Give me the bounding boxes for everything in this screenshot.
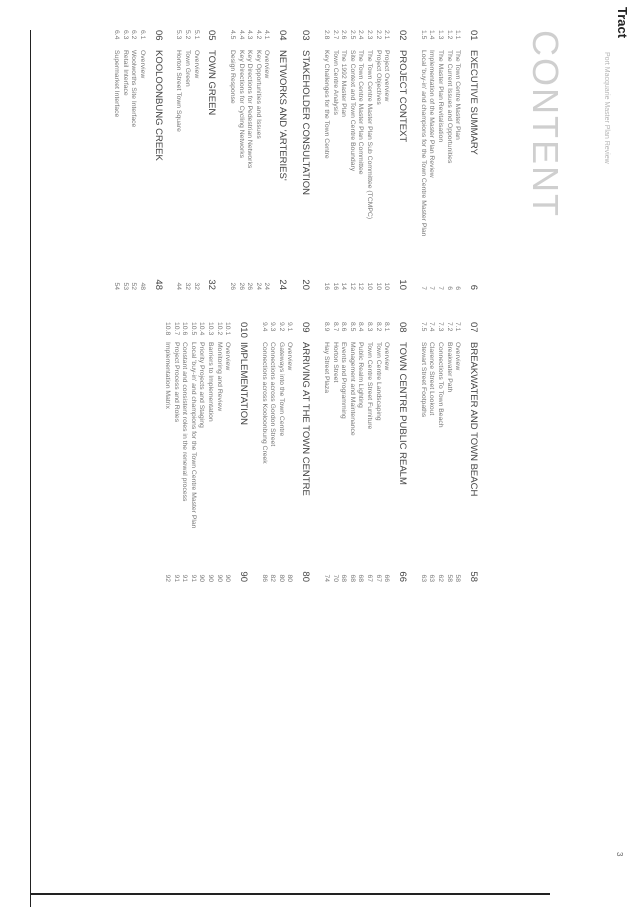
entry-page: 10	[383, 282, 391, 290]
entry-number: 4.3	[246, 30, 254, 40]
entry-title: Local 'buy-in' and champions for the Town Centre Master Plan	[189, 342, 197, 529]
entry-title: Connections across Gordon Street	[269, 342, 277, 447]
toc-entry[interactable]	[428, 322, 437, 582]
entry-number: 4.2	[254, 30, 262, 40]
entry-page: 91	[181, 574, 189, 582]
toc-section-heading[interactable]	[237, 322, 250, 582]
toc-entry[interactable]	[175, 30, 184, 290]
entry-page: 16	[323, 282, 331, 290]
entry-page: 52	[130, 282, 138, 290]
toc-entry[interactable]	[348, 30, 357, 290]
entry-page: 26	[237, 282, 245, 290]
toc-section	[228, 30, 289, 290]
toc-entry[interactable]	[180, 322, 189, 582]
toc-entry[interactable]	[348, 322, 357, 582]
brand-logo: Tract	[615, 7, 630, 39]
toc-entry[interactable]	[339, 30, 348, 290]
toc-entry[interactable]	[112, 30, 121, 290]
entry-number: 2.1	[383, 30, 391, 40]
entry-title: Breakwater Path	[445, 342, 453, 393]
entry-number: 7.1	[454, 322, 462, 332]
entry-page: 44	[175, 282, 183, 290]
toc-section-heading[interactable]	[205, 30, 218, 290]
entry-page: 63	[428, 574, 436, 582]
entry-number: 9.4	[260, 322, 268, 332]
left-margin-rule	[30, 30, 31, 907]
entry-page: 10	[374, 282, 382, 290]
section-number: 09	[300, 322, 312, 333]
entry-page: 70	[331, 574, 339, 582]
toc-entry[interactable]	[223, 322, 232, 582]
entry-page: 63	[419, 574, 427, 582]
entry-title: Stewart Street Footpaths	[419, 342, 427, 418]
section-page: 20	[300, 279, 312, 290]
entry-page: 86	[260, 574, 268, 582]
entry-number: 8.3	[366, 322, 374, 332]
entry-page: 6	[454, 286, 462, 290]
toc-entry[interactable]	[263, 30, 272, 290]
entry-page: 7	[437, 286, 445, 290]
entry-page: 62	[437, 574, 445, 582]
entry-page: 16	[331, 282, 339, 290]
entry-page: 91	[189, 574, 197, 582]
entry-page: 80	[286, 574, 294, 582]
entry-title: Hay Street Plaza	[323, 342, 331, 393]
entry-title: Key Opportunities and Issues	[254, 50, 262, 139]
entry-title: Implementation of the Master Plan Review	[428, 50, 436, 178]
entry-page: 80	[277, 574, 285, 582]
entry-number: 8.7	[331, 322, 339, 332]
toc-entry[interactable]	[269, 322, 278, 582]
section-number: 08	[397, 322, 409, 333]
toc-entry[interactable]	[260, 322, 269, 582]
section-number: 04	[277, 30, 289, 41]
toc-entry[interactable]	[322, 30, 331, 290]
entry-number: 1.1	[454, 30, 462, 40]
entry-title: The 1992 Master Plan	[340, 50, 348, 117]
document-subtitle: Port Macquarie Master Plan Review	[603, 52, 610, 164]
section-title: KOOLOONBUNG CREEK	[152, 50, 164, 161]
entry-page: 10	[366, 282, 374, 290]
entry-page: 68	[357, 574, 365, 582]
entry-number: 10.5	[189, 322, 197, 336]
entry-number: 7.4	[428, 322, 436, 332]
entry-number: 10.4	[198, 322, 206, 336]
entry-page: 53	[121, 282, 129, 290]
entry-title: Overview	[383, 342, 391, 371]
toc-section	[419, 30, 480, 290]
toc-entry[interactable]	[445, 322, 454, 582]
entry-page: 67	[366, 574, 374, 582]
section-page: 90	[237, 571, 249, 582]
entry-title: Town Centre Landscaping	[374, 342, 382, 421]
entry-number: 8.1	[383, 322, 391, 332]
entry-number: 8.4	[357, 322, 365, 332]
toc-section-heading[interactable]	[299, 30, 312, 290]
toc-entry[interactable]	[365, 322, 374, 582]
entry-title: Overview	[138, 50, 146, 79]
entry-page: 7	[428, 286, 436, 290]
section-page: 80	[300, 571, 312, 582]
toc-entry[interactable]	[206, 322, 215, 582]
entry-number: 10.8	[163, 322, 171, 336]
entry-title: Monitoring and Review	[215, 342, 223, 412]
toc-entry[interactable]	[357, 30, 366, 290]
toc-section	[322, 30, 409, 290]
entry-title: The Town Centre Master Plan	[454, 50, 462, 140]
entry-number: 1.5	[419, 30, 427, 40]
section-number: 010	[237, 322, 249, 338]
toc-section	[163, 322, 250, 582]
toc-entry[interactable]	[237, 30, 246, 290]
entry-page: 12	[348, 282, 356, 290]
contents-heading: CONTENT	[525, 30, 566, 218]
entry-number: 4.5	[229, 30, 237, 40]
entry-number: 6.1	[138, 30, 146, 40]
section-title: NETWORKS AND 'ARTERIES'	[277, 50, 289, 181]
toc-entry[interactable]	[382, 322, 391, 582]
entry-number: 5.2	[183, 30, 191, 40]
entry-number: 2.7	[331, 30, 339, 40]
entry-title: The Current Issues and Opportunities	[445, 50, 453, 164]
toc-section	[260, 322, 312, 582]
entry-title: Town Green	[183, 50, 191, 87]
entry-title: Overview	[454, 342, 462, 371]
entry-title: Priority Projects and Staging	[198, 342, 206, 428]
entry-page: 67	[374, 574, 382, 582]
entry-page: 91	[172, 574, 180, 582]
entry-number: 1.2	[445, 30, 453, 40]
toc-entry[interactable]	[138, 30, 147, 290]
section-number: 07	[468, 322, 479, 333]
entry-number: 5.3	[175, 30, 183, 40]
toc-entry[interactable]	[246, 30, 255, 290]
page-number: 3	[615, 852, 624, 857]
section-title: STAKEHOLDER CONSULTATION	[300, 50, 312, 195]
toc-entry[interactable]	[189, 322, 198, 582]
entry-page: 26	[246, 282, 254, 290]
entry-number: 10.1	[224, 322, 232, 336]
entry-page: 90	[215, 574, 223, 582]
entry-page: 90	[224, 574, 232, 582]
toc-column-left	[102, 30, 480, 290]
entry-title: Overview	[224, 342, 232, 371]
entry-page: 26	[229, 282, 237, 290]
toc-entry[interactable]	[365, 30, 374, 290]
section-page: 32	[206, 279, 218, 290]
entry-page: 68	[340, 574, 348, 582]
entry-title: Connections To Town Beach	[437, 342, 445, 428]
toc-entry[interactable]	[453, 30, 462, 290]
entry-number: 6.3	[121, 30, 129, 40]
entry-number: 9.1	[286, 322, 294, 332]
entry-title: Retail Interface	[121, 50, 129, 96]
entry-number: 7.3	[437, 322, 445, 332]
section-page: 24	[277, 279, 289, 290]
toc-entry[interactable]	[374, 322, 383, 582]
entry-page: 32	[192, 282, 200, 290]
entry-number: 9.3	[269, 322, 277, 332]
entry-page: 68	[348, 574, 356, 582]
entry-number: 5.1	[192, 30, 200, 40]
entry-number: 10.3	[206, 322, 214, 336]
toc-section	[299, 30, 312, 290]
entry-title: Key Directions for Cycling Networks	[237, 50, 245, 159]
section-page: 58	[468, 571, 479, 582]
entry-title: The Master Plan Revitalisation	[437, 50, 445, 143]
entry-title: Management and Maintenance	[348, 342, 356, 436]
entry-number: 6.4	[112, 30, 120, 40]
entry-page: 48	[138, 282, 146, 290]
toc-entry[interactable]	[436, 30, 445, 290]
toc-entry[interactable]	[286, 322, 295, 582]
entry-page: 24	[263, 282, 271, 290]
section-title: BREAKWATER AND TOWN BEACH	[468, 342, 479, 497]
entry-title: Design Response	[229, 50, 237, 104]
section-title: IMPLEMENTATION	[237, 342, 249, 426]
entry-page: 58	[454, 574, 462, 582]
section-title: EXECUTIVE SUMMARY	[468, 50, 479, 155]
toc-section	[112, 30, 164, 290]
entry-title: Town Centre Analysis	[331, 50, 339, 115]
toc-entry[interactable]	[419, 30, 428, 290]
section-page: 6	[468, 284, 479, 290]
section-number: 01	[468, 30, 479, 41]
entry-number: 6.2	[130, 30, 138, 40]
toc-entry[interactable]	[445, 30, 454, 290]
toc-column-right	[153, 322, 480, 582]
entry-page: 66	[383, 574, 391, 582]
entry-number: 8.9	[323, 322, 331, 332]
toc-entry[interactable]	[428, 30, 437, 290]
toc-entry[interactable]	[436, 322, 445, 582]
entry-number: 2.5	[348, 30, 356, 40]
section-title: TOWN GREEN	[206, 50, 218, 116]
entry-title: The Town Centre Master Plan Committee	[357, 50, 365, 175]
entry-title: Overview	[192, 50, 200, 79]
entry-number: 1.4	[428, 30, 436, 40]
toc-entry[interactable]	[163, 322, 172, 582]
entry-title: Project Process and Roles	[172, 342, 180, 423]
entry-number: 8.2	[374, 322, 382, 332]
entry-number: 2.2	[374, 30, 382, 40]
toc-section-heading[interactable]	[396, 322, 409, 582]
section-number: 05	[206, 30, 218, 41]
toc-entry[interactable]	[374, 30, 383, 290]
toc-section-heading[interactable]	[276, 30, 289, 290]
section-number: 03	[300, 30, 312, 41]
toc-entry[interactable]	[382, 30, 391, 290]
toc-section	[175, 30, 219, 290]
toc-entry[interactable]	[419, 322, 428, 582]
entry-title: Key Directions for Pedestrian Networks	[246, 50, 254, 169]
entry-title: Horton Street	[331, 342, 339, 383]
toc-entry[interactable]	[172, 322, 181, 582]
toc-entry[interactable]	[121, 30, 130, 290]
entry-title: Town Centre Street Furniture	[366, 342, 374, 430]
entry-title: Overview	[263, 50, 271, 79]
toc-entry[interactable]	[254, 30, 263, 290]
toc-entry[interactable]	[183, 30, 192, 290]
entry-title: Clarence Street Lookout	[428, 342, 436, 416]
toc-entry[interactable]	[322, 322, 331, 582]
entry-page: 7	[419, 286, 427, 290]
toc-section-heading[interactable]	[396, 30, 409, 290]
entry-title: Project Overview	[383, 50, 391, 102]
entry-number: 2.8	[323, 30, 331, 40]
entry-page: 24	[254, 282, 262, 290]
entry-title: Key Challenges for the Town Centre	[323, 50, 331, 159]
toc-section-heading[interactable]	[467, 322, 480, 582]
entry-number: 9.2	[277, 322, 285, 332]
entry-title: Constant and consistent roles in the renewal process	[181, 342, 189, 502]
entry-title: Project Objectives	[374, 50, 382, 105]
toc-entry[interactable]	[228, 30, 237, 290]
toc-section-heading[interactable]	[299, 322, 312, 582]
entry-title: Gateways into the Town Centre	[277, 342, 285, 437]
entry-number: 10.7	[172, 322, 180, 336]
entry-page: 12	[357, 282, 365, 290]
entry-number: 10.2	[215, 322, 223, 336]
entry-number: 4.1	[263, 30, 271, 40]
section-number: 06	[152, 30, 164, 41]
entry-number: 2.6	[340, 30, 348, 40]
toc-entry[interactable]	[215, 322, 224, 582]
entry-number: 1.3	[437, 30, 445, 40]
entry-number: 8.6	[340, 322, 348, 332]
entry-title: The Town Centre Master Plan Sub Committee (TCMPC)	[366, 50, 374, 220]
toc-section	[419, 322, 480, 582]
toc-entry[interactable]	[129, 30, 138, 290]
toc-entry[interactable]	[453, 322, 462, 582]
toc-section	[322, 322, 409, 582]
entry-page: 54	[112, 282, 120, 290]
entry-title: Site Context and Town Centre Boundary	[348, 50, 356, 172]
entry-title: Connections across Kooloonbung Creek	[260, 342, 268, 464]
section-page: 66	[397, 571, 409, 582]
bottom-rule	[30, 893, 550, 895]
entry-number: 2.4	[357, 30, 365, 40]
entry-number: 8.5	[348, 322, 356, 332]
entry-page: 90	[198, 574, 206, 582]
entry-page: 74	[323, 574, 331, 582]
entry-title: Public Realm Lighting	[357, 342, 365, 408]
section-title: PROJECT CONTEXT	[397, 50, 409, 143]
toc-section-heading[interactable]	[152, 30, 165, 290]
entry-page: 82	[269, 574, 277, 582]
entry-page: 90	[206, 574, 214, 582]
entry-title: Horton Street Town Square	[175, 50, 183, 132]
section-number: 02	[397, 30, 409, 41]
entry-title: Local 'buy-in' and champions for the Town Centre Master Plan	[419, 50, 427, 237]
entry-title: Overview	[286, 342, 294, 371]
toc-entry[interactable]	[339, 322, 348, 582]
toc-entry[interactable]	[331, 30, 340, 290]
entry-number: 7.5	[419, 322, 427, 332]
entry-title: Events and Programming	[340, 342, 348, 419]
entry-number: 2.3	[366, 30, 374, 40]
toc-section-heading[interactable]	[467, 30, 480, 290]
section-page: 48	[152, 279, 164, 290]
toc-entry[interactable]	[277, 322, 286, 582]
entry-number: 10.6	[181, 322, 189, 336]
section-title: TOWN CENTRE PUBLIC REALM	[397, 342, 409, 485]
entry-page: 32	[183, 282, 191, 290]
toc-entry[interactable]	[331, 322, 340, 582]
entry-title: Supermarket Interface	[112, 50, 120, 118]
toc-entry[interactable]	[198, 322, 207, 582]
entry-title: Implementation Matrix	[163, 342, 171, 409]
section-page: 10	[397, 279, 409, 290]
entry-page: 6	[445, 286, 453, 290]
entry-title: Barriers to Implementation	[206, 342, 214, 422]
entry-number: 4.4	[237, 30, 245, 40]
entry-page: 14	[340, 282, 348, 290]
entry-page: 92	[163, 574, 171, 582]
toc-entry[interactable]	[357, 322, 366, 582]
entry-number: 7.2	[445, 322, 453, 332]
contents-sheet	[112, 30, 566, 582]
section-title: ARRIVING AT THE TOWN CENTRE	[300, 342, 312, 496]
entry-title: Woolworths Site Interface	[130, 50, 138, 128]
toc-entry[interactable]	[192, 30, 201, 290]
entry-page: 58	[445, 574, 453, 582]
